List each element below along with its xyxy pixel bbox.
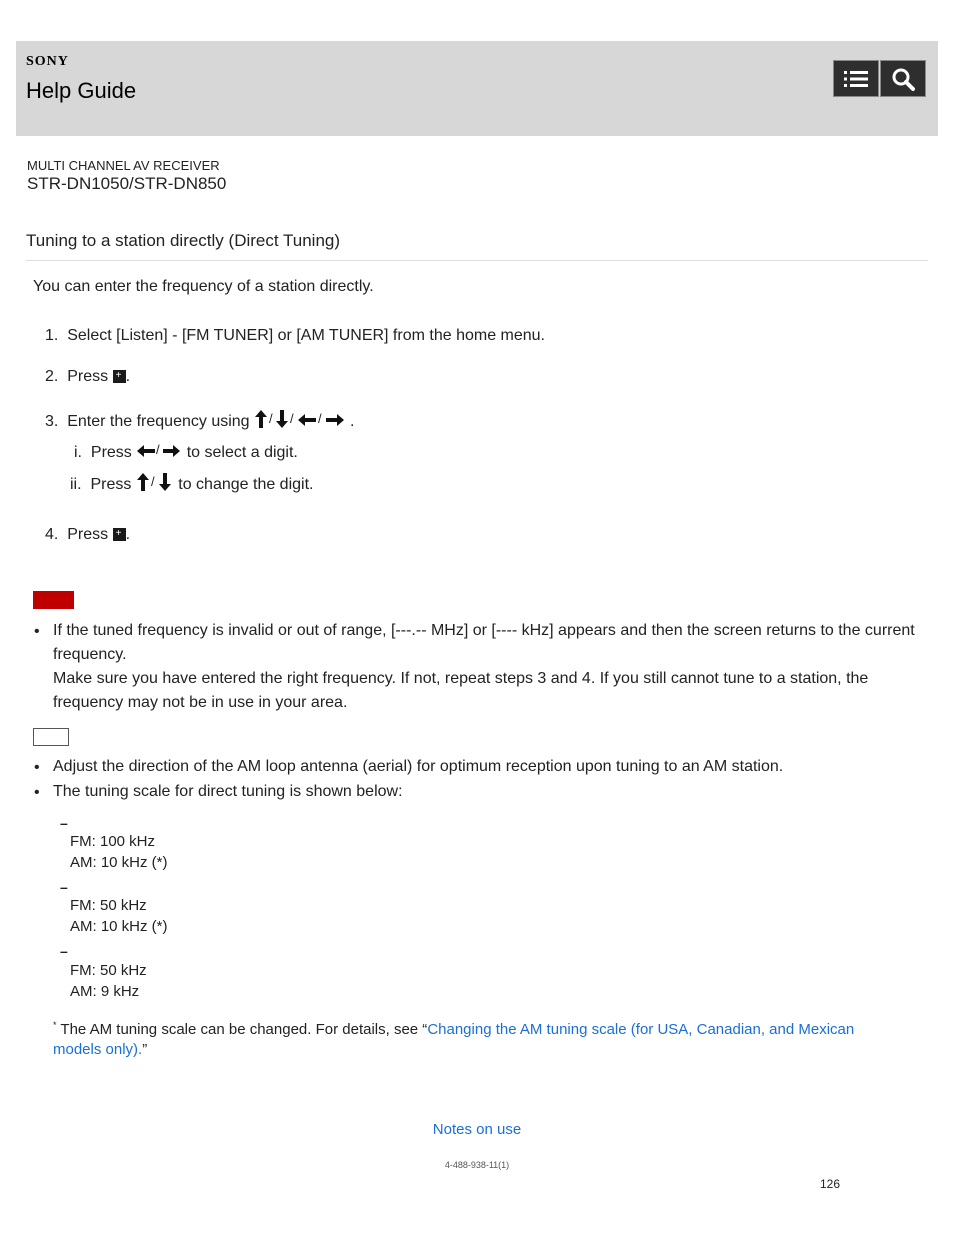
step-number: 4. (45, 526, 59, 543)
step-suffix: . (125, 526, 131, 543)
enter-key-icon (113, 370, 126, 383)
substep-number: i. (74, 444, 82, 461)
am-tuning-scale-link[interactable]: Changing the AM tuning scale (for USA, Canadian, and Mexican models only). (53, 1021, 855, 1058)
left-right-arrows-icon (136, 440, 182, 460)
step-text: Select [Listen] - [FM TUNER] or [AM TUNER] from the home menu. (67, 327, 545, 344)
step-text: Press (67, 368, 109, 385)
up-down-left-right-arrows-icon (254, 409, 350, 429)
notes-on-use-link[interactable]: Notes on use (432, 1121, 522, 1138)
step-number: 3. (45, 413, 59, 430)
scale-am: AM: 10 kHz (*) (70, 854, 168, 871)
scale-am: AM: 10 kHz (*) (70, 918, 168, 935)
substep-text: Press (90, 444, 132, 461)
toc-button[interactable] (833, 60, 879, 97)
product-model: STR-DN1050/STR-DN850 (27, 174, 227, 193)
substep-text: Press (90, 476, 132, 493)
scale-dash: – (60, 943, 68, 959)
bullet-dot: • (34, 623, 40, 640)
scale-fm: FM: 50 kHz (70, 897, 147, 914)
substep-text: to select a digit. (186, 444, 298, 461)
footnote-close: ” (142, 1041, 148, 1058)
hint-bullet-1: Adjust the direction of the AM loop antenna (aerial) for optimum reception upon tuning to an AM station. (53, 758, 784, 775)
title-divider (26, 260, 928, 261)
search-button[interactable] (880, 60, 926, 97)
search-icon (891, 67, 915, 91)
list-icon (843, 69, 869, 89)
step-number: 2. (45, 368, 59, 385)
footnote-mark: * (53, 1020, 57, 1030)
intro-text: You can enter the frequency of a station directly. (33, 278, 374, 295)
step-number: 1. (45, 327, 59, 344)
hint-bullet-2: The tuning scale for direct tuning is shown below: (53, 783, 403, 800)
note-bullet-1: If the tuned frequency is invalid or out of range, [---.-- MHz] or [---- kHz] appears and then the screen returns to the current frequency. (53, 622, 915, 663)
guide-title: Help Guide (26, 78, 137, 103)
page-number: 126 (820, 1177, 841, 1191)
scale-dash: – (60, 879, 68, 895)
topic-title: Tuning to a station directly (Direct Tuning) (26, 231, 341, 250)
footnote (53, 1015, 903, 1060)
scale-fm: FM: 50 kHz (70, 962, 147, 979)
hint-badge (33, 728, 69, 746)
enter-key-icon (113, 528, 126, 541)
svg-text:/: / (150, 474, 155, 489)
up-down-arrows-icon (136, 472, 174, 492)
scale-fm: FM: 100 kHz (70, 833, 156, 850)
substep-text: to change the digit. (178, 476, 314, 493)
substep-i (74, 440, 298, 462)
substep-ii (70, 472, 313, 494)
bullet-dot: • (34, 759, 40, 776)
footnote-text: The AM tuning scale can be changed. For details, see “ (60, 1021, 428, 1038)
step-suffix: . (350, 413, 355, 430)
step-2 (45, 368, 130, 386)
step-text: Press (67, 526, 109, 543)
scale-am: AM: 9 kHz (70, 983, 140, 1000)
substep-number: ii. (70, 476, 82, 493)
bullet-dot: • (34, 784, 40, 801)
step-4 (45, 526, 130, 544)
svg-text:/: / (156, 442, 160, 457)
step-1 (45, 327, 545, 345)
step-3 (45, 409, 354, 431)
product-category: MULTI CHANNEL AV RECEIVER (27, 158, 220, 173)
step-suffix: . (125, 368, 131, 385)
note-text (53, 619, 923, 715)
scale-dash: – (60, 815, 68, 831)
header-bar (16, 41, 938, 136)
note-badge (33, 591, 74, 609)
note-bullet-1-continued: Make sure you have entered the right frequency. If not, repeat steps 3 and 4. If you still cannot tune to a station, the frequency may not be in use in your area. (53, 670, 869, 711)
document-number: 4-488-938-11(1) (444, 1160, 510, 1170)
brand-logo: SONY (26, 54, 69, 69)
svg-text:/: / (290, 411, 294, 426)
step-text: Enter the frequency using (67, 413, 250, 430)
svg-text:/: / (318, 411, 322, 426)
svg-text:/: / (269, 411, 273, 426)
